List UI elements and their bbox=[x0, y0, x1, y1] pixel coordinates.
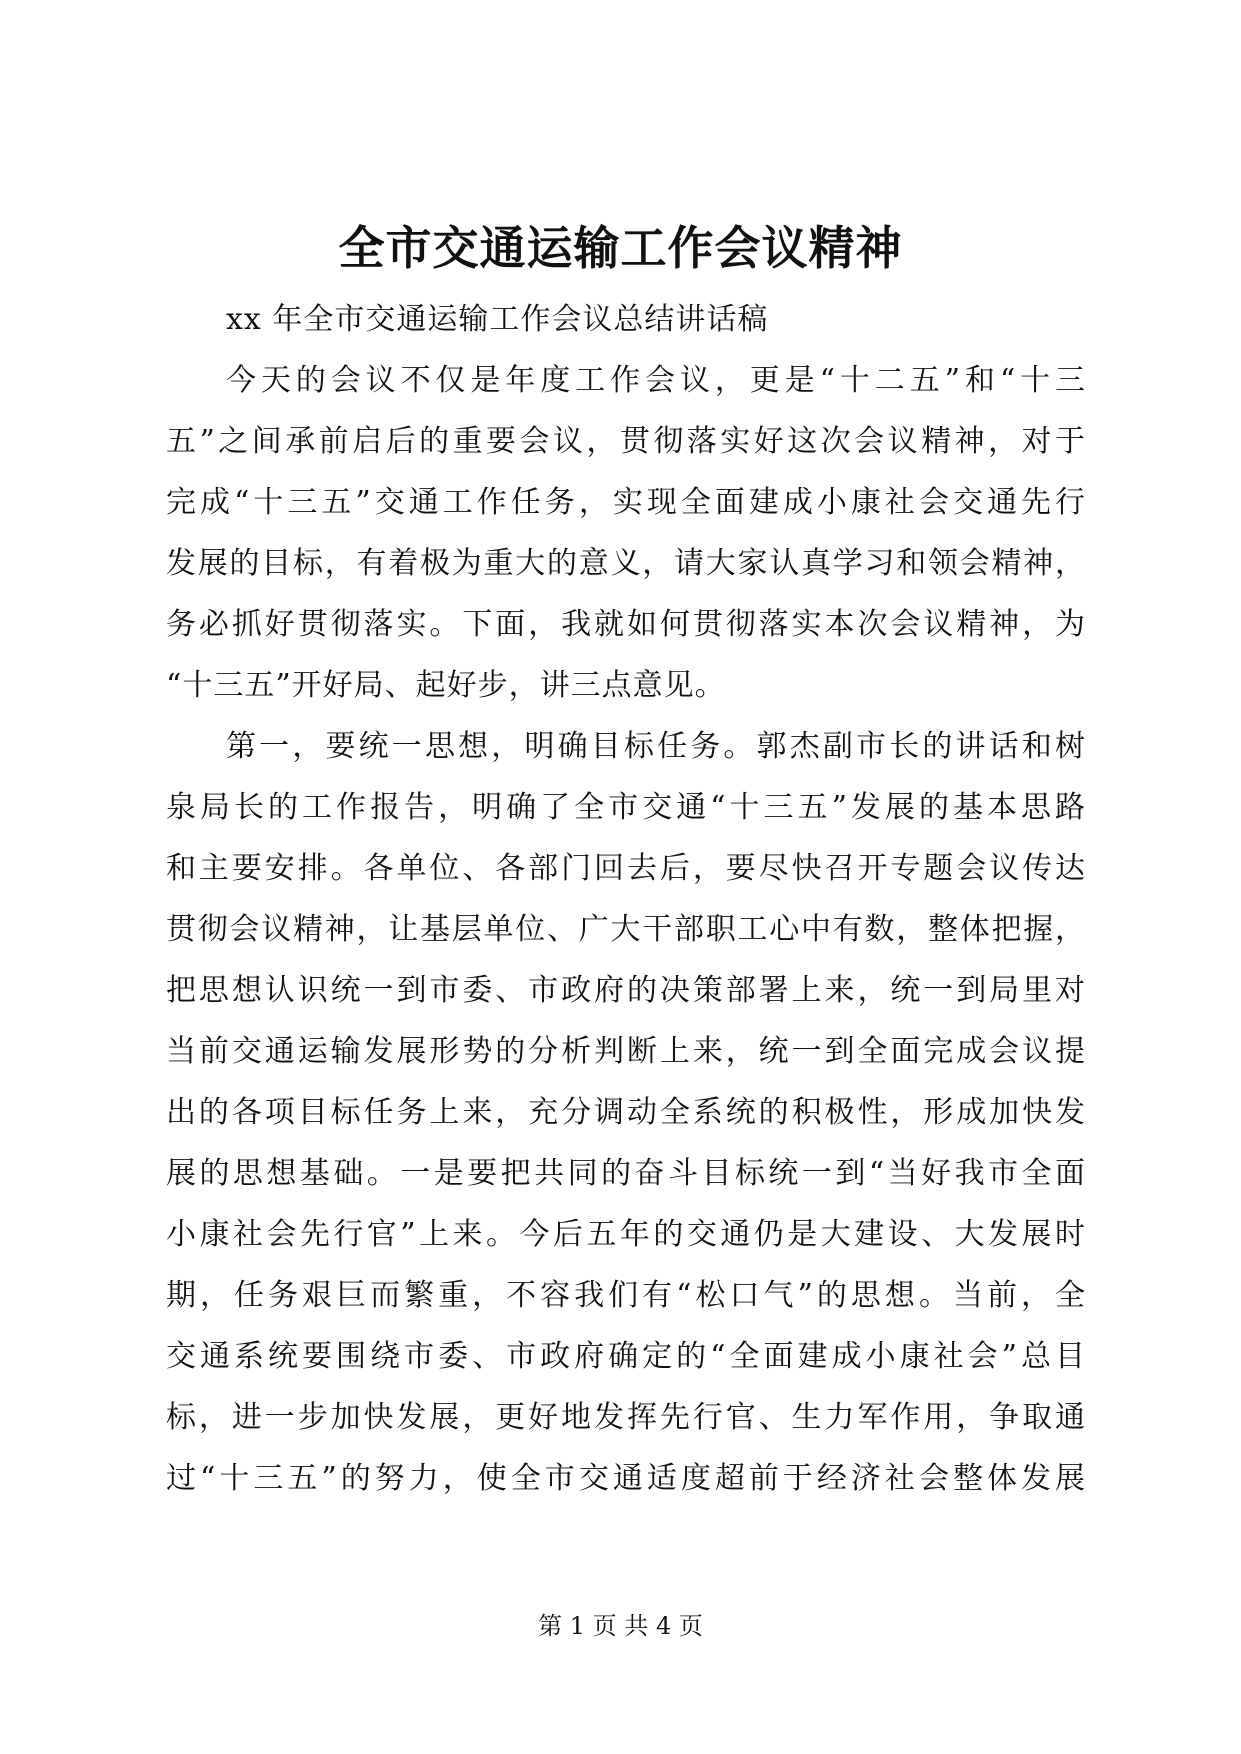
paragraph-line: 期，任务艰巨而繁重，不容我们有“松口气”的思想。当前，全 bbox=[166, 1278, 1086, 1313]
paragraph-line: 务必抓好贯彻落实。下面，我就如何贯彻落实本次会议精神，为 bbox=[166, 607, 1086, 642]
paragraph-line: 交通系统要围绕市委、市政府确定的“全面建成小康社会”总目 bbox=[166, 1339, 1086, 1374]
paragraph-line: 出的各项目标任务上来，充分调动全系统的积极性，形成加快发 bbox=[166, 1095, 1086, 1130]
document-title: 全市交通运输工作会议精神 bbox=[338, 221, 903, 275]
paragraph-line: 展的思想基础。一是要把共同的奋斗目标统一到“当好我市全面 bbox=[166, 1156, 1086, 1191]
paragraph-line: 小康社会先行官”上来。今后五年的交通仍是大建设、大发展时 bbox=[166, 1217, 1086, 1252]
paragraph-line: 完成“十三五”交通工作任务，实现全面建成小康社会交通先行 bbox=[166, 485, 1086, 520]
paragraph-line: 贯彻会议精神，让基层单位、广大干部职工心中有数，整体把握， bbox=[166, 912, 1086, 947]
paragraph-line: 泉局长的工作报告，明确了全市交通“十三五”发展的基本思路 bbox=[166, 790, 1086, 825]
paragraph-line: 第一，要统一思想，明确目标任务。郭杰副市长的讲话和树 bbox=[226, 729, 1086, 764]
paragraph-line: 和主要安排。各单位、各部门回去后，要尽快召开专题会议传达 bbox=[166, 851, 1086, 886]
paragraph-line: 五”之间承前启后的重要会议，贯彻落实好这次会议精神，对于 bbox=[166, 424, 1086, 459]
paragraph-2 bbox=[166, 716, 1086, 1509]
paragraph-line: 标，进一步加快发展，更好地发挥先行官、生力军作用，争取通 bbox=[166, 1400, 1086, 1435]
subtitle-line: xx 年全市交通运输工作会议总结讲话稿 bbox=[226, 302, 769, 337]
document-body bbox=[166, 289, 1086, 1509]
page-number-footer: 第 1 页 共 4 页 bbox=[538, 1612, 703, 1640]
paragraph-1 bbox=[166, 350, 1086, 716]
paragraph-line: 发展的目标，有着极为重大的意义，请大家认真学习和领会精神， bbox=[166, 546, 1086, 581]
paragraph-line: 今天的会议不仅是年度工作会议，更是“十二五”和“十三 bbox=[226, 363, 1086, 398]
paragraph-line: “十三五”开好局、起好步，讲三点意见。 bbox=[166, 668, 726, 703]
paragraph-line: 把思想认识统一到市委、市政府的决策部署上来，统一到局里对 bbox=[166, 973, 1086, 1008]
paragraph-line: 过“十三五”的努力，使全市交通适度超前于经济社会整体发展 bbox=[166, 1461, 1086, 1496]
paragraph-line: 当前交通运输发展形势的分析判断上来，统一到全面完成会议提 bbox=[166, 1034, 1086, 1069]
